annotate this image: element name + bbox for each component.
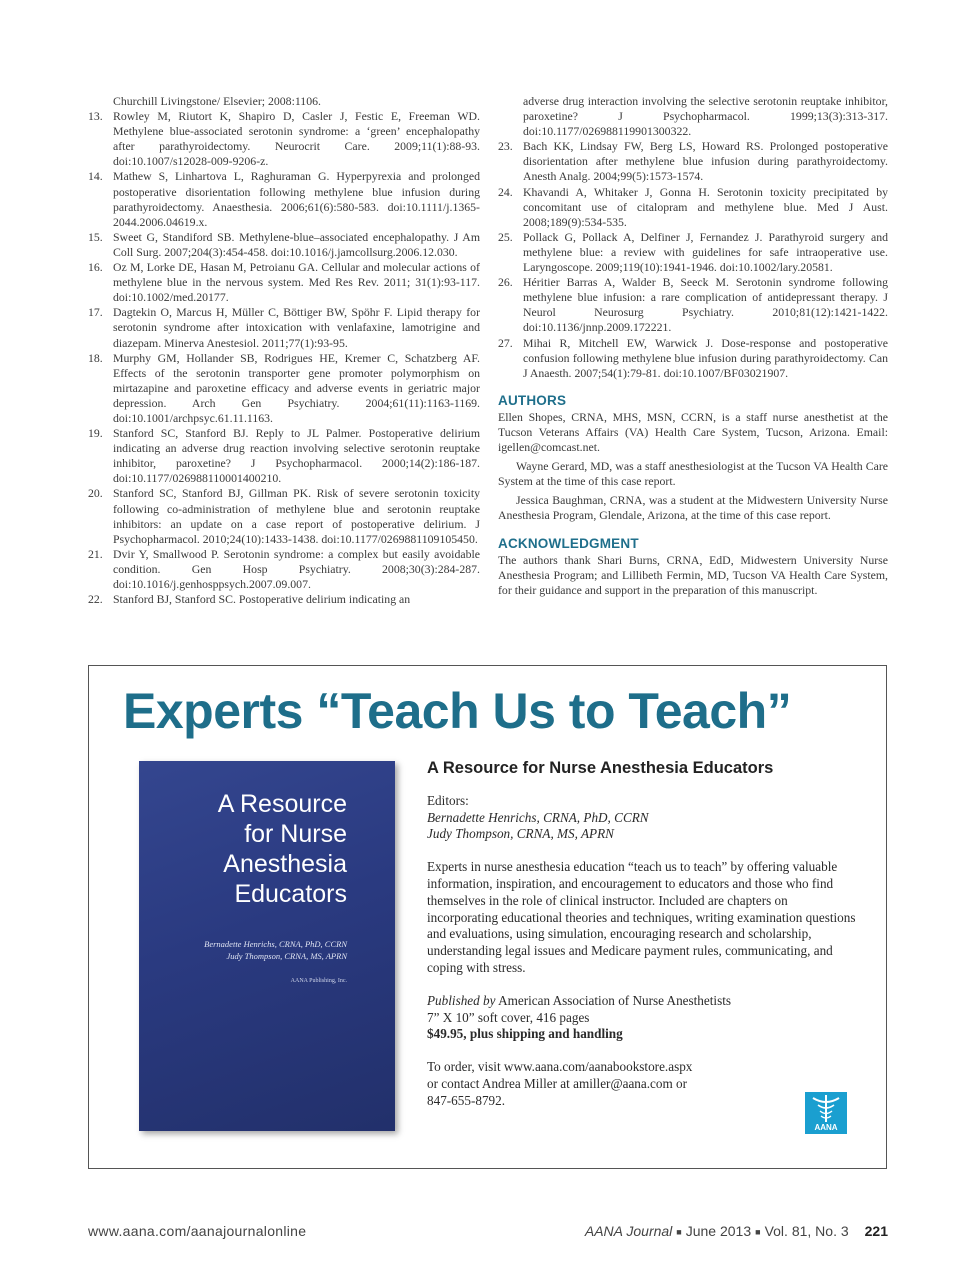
reference-continuation: Churchill Livingstone/ Elsevier; 2008:1106.: [113, 94, 321, 108]
footer-url: www.aana.com/aanajournalonline: [88, 1223, 307, 1239]
ad-headline: Experts “Teach Us to Teach”: [123, 683, 792, 739]
reference-number: 26.: [498, 275, 513, 290]
reference-text: Héritier Barras A, Walder B, Seeck M. Serotonin syndrome following methylene blue infusion: a rare complication of antidepressant therapy. J Neurol Neurosurg Psychiatry. 2010;81(12):1421-1422. doi:10.1136/jnnp.2009.172221.: [523, 275, 888, 335]
reference-item: [88, 547, 480, 592]
reference-text: Oz M, Lorke DE, Hasan M, Petroianu GA. Cellular and molecular actions of methylene blue in the nervous system. Med Res Rev. 2011; 31(1):93-117. doi:10.1002/med.20177.: [113, 260, 480, 305]
reference-item: [498, 230, 888, 275]
reference-number: 14.: [88, 169, 103, 184]
author-paragraph: Wayne Gerard, MD, was a staff anesthesiologist at the Tucson VA Health Care System at the time of this case report.: [498, 459, 888, 489]
footer-journal-name: AANA Journal: [584, 1223, 673, 1239]
reference-text: Sweet G, Standiford SB. Methylene-blue–associated encephalopathy. J Am Coll Surg. 2007;204(3):454-458. doi:10.1016/j.jamcollsurg.2006.12.030.: [113, 229, 480, 259]
footer-date: June 2013: [685, 1223, 752, 1239]
footer-volume: Vol. 81, No. 3: [764, 1223, 849, 1239]
book-cover-title: A Resource for Nurse Anesthesia Educators: [217, 790, 347, 908]
page-number: 221: [864, 1223, 888, 1239]
book-cover-authors: [204, 938, 347, 962]
book-advertisement: [88, 665, 887, 1169]
reference-number: 17.: [88, 305, 103, 320]
publisher-name: American Association of Nurse Anesthetists: [498, 992, 732, 1008]
order-info: [427, 1059, 857, 1109]
author-paragraph: Ellen Shopes, CRNA, MHS, MSN, CCRN, is a staff nurse anesthetist at the Tucson Veterans Affairs (VA) Health Care System, Tucson, Arizona. Email: igellen@comcast.net.: [498, 409, 888, 455]
aana-logo: [805, 1092, 847, 1134]
publication-details: [427, 993, 857, 1043]
reference-number: 22.: [88, 592, 103, 607]
order-line: or contact Andrea Miller at amiller@aana.com or: [427, 1075, 688, 1091]
reference-text: Khavandi A, Whitaker J, Gonna H. Serotonin toxicity precipitated by concomitant use of citalopram and methylene blue. Med J Aust. 2008;189(9):534-535.: [523, 184, 888, 229]
book-cover-publisher: AANA Publishing, Inc.: [290, 978, 347, 984]
reference-continuation: adverse drug interaction involving the selective serotonin reuptake inhibitor, paroxetine? J Psychopharmacol. 1999;13(3):313-317. doi:10.1177/026988119901300322.: [523, 94, 888, 139]
reference-text: Pollack G, Pollack A, Delfiner J, Fernandez J. Parathyroid surgery and methylene blue: a review with guidelines for safe intraoperative use. Laryngoscope. 2009;119(10):1941-1946. doi:10.1002/lary.20581.: [523, 229, 888, 275]
reference-item: [88, 305, 480, 350]
reference-item: [88, 426, 480, 486]
reference-text: Stanford BJ, Stanford SC. Postoperative delirium indicating an: [113, 592, 411, 607]
book-cover-image: [139, 761, 395, 1131]
reference-number: 13.: [88, 109, 103, 124]
reference-item: [498, 139, 888, 184]
logo-text: AANA: [814, 1123, 838, 1132]
book-cover-author: Judy Thompson, CRNA, MS, APRN: [226, 951, 347, 961]
reference-item: [88, 260, 480, 305]
reference-number: 23.: [498, 139, 513, 154]
references-left-column: [88, 94, 480, 607]
reference-text: Rowley M, Riutort K, Shapiro D, Casler J, Festic E, Freeman WD. Methylene blue-associated serotonin syndrome: a ‘green’ encephalopathy after parathyroidectomy. Neurocrit Care. 2009;11(1):88-93. doi:10.1007/s12028-009-9206-z.: [113, 109, 480, 169]
reference-number: 18.: [88, 350, 103, 365]
editors-label: Editors:: [427, 792, 469, 808]
reference-item: [88, 486, 480, 546]
reference-text: Murphy GM, Hollander SB, Rodrigues HE, Kremer C, Schatzberg AF. Effects of the serotonin transporter gene promoter polymorphism on mirtazapine and paroxetine efficacy and adverse events in geriatric major depression. Arch Gen Psychiatry. 2004;61(11):1163-1169. doi:10.1001/archpsyc.61.11.1163.: [113, 350, 480, 425]
order-line: 847-655-8792.: [427, 1092, 506, 1108]
reference-item: [498, 185, 888, 230]
reference-number: 19.: [88, 426, 103, 441]
authors-heading: AUTHORS: [498, 392, 567, 408]
reference-item: [88, 351, 480, 426]
reference-item: [88, 592, 480, 607]
reference-number: 24.: [498, 184, 513, 199]
reference-number: 16.: [88, 260, 103, 275]
footer-journal-info: [585, 1223, 888, 1239]
editor-name: Bernadette Henrichs, CRNA, PhD, CCRN: [427, 809, 649, 825]
reference-number: 27.: [498, 335, 513, 350]
caduceus-icon: [805, 1092, 847, 1124]
book-format: 7” X 10” soft cover, 416 pages: [427, 1009, 590, 1025]
reference-text: Dagtekin O, Marcus H, Müller C, Böttiger BW, Spöhr F. Lipid therapy for serotonin syndrome after intoxication with venlafaxine, lamotrigine and diazepam. Minerva Anestesiol. 2011;77(1):93-95.: [113, 305, 480, 350]
reference-item: [88, 230, 480, 260]
author-paragraph: Jessica Baughman, CRNA, was a student at the Midwestern University Nurse Anesthesia Program, Glendale, Arizona, at the time of this case report.: [498, 493, 888, 523]
reference-item: [498, 275, 888, 335]
reference-number: 21.: [88, 546, 103, 561]
reference-number: 25.: [498, 229, 513, 244]
reference-item: [498, 336, 888, 381]
editors-block: [427, 793, 857, 843]
acknowledgment-paragraph: The authors thank Shari Burns, CRNA, EdD, Midwestern University Nurse Anesthesia Program; and Lillibeth Fermin, MD, Tucson VA Health Care System, for their guidance and support in the preparation of this manuscript.: [498, 552, 888, 597]
reference-item: [88, 109, 480, 169]
ad-content: [427, 760, 857, 1110]
book-price: $49.95, plus shipping and handling: [427, 1026, 623, 1042]
reference-number: 15.: [88, 229, 103, 244]
reference-item: [88, 169, 480, 229]
reference-text: Stanford SC, Stanford BJ, Gillman PK. Risk of severe serotonin toxicity following co-administration of methylene blue and serotonin reuptake inhibitors: an update on a case report of postoperative delirium. J Psychopharmacol. 2010;24(10):1433-1438. doi:10.1177/0269881109105450.: [113, 486, 480, 546]
reference-text: Mihai R, Mitchell EW, Warwick J. Dose-response and postoperative confusion following methylene blue infusion during parathyroidectomy. Can J Anaesth. 2007;54(1):79-81. doi:10.1007/BF03021907.: [523, 335, 888, 380]
editor-name: Judy Thompson, CRNA, MS, APRN: [427, 826, 614, 842]
reference-text: Bach KK, Lindsay FW, Berg LS, Howard RS. Prolonged postoperative disorientation after methylene blue infusion during parathyroidectomy. Anesth Analg. 2004;99(5):1573-1574.: [523, 139, 888, 184]
reference-text: Stanford SC, Stanford BJ. Reply to JL Palmer. Postoperative delirium indicating an adverse drug reaction involving selective serotonin reuptake inhibitor, paroxetine? J Psychopharmacol. 2000;14(2):186-187. doi:10.1177/026988110001400210.: [113, 426, 480, 486]
ad-description: Experts in nurse anesthesia education “teach us to teach” by offering valuable information, inspiration, and encouragement to educators and those who find themselves in the role of clinical instructor. Included are chapters on incorporating educational theories and techniques, writing examination questions and evaluations, using simulation, encouraging research and scholarship, understanding legal issues and Medicare payment rules, communicating, and coping with stress.: [427, 859, 856, 975]
reference-text: Mathew S, Linhartova L, Raghuraman G. Hyperpyrexia and prolonged postoperative disorientation following methylene blue infusion during parathyroidectomy. Anaesthesia. 2006;61(6):580-583. doi:10.1111/j.1365-2044.2006.04619.x.: [113, 169, 480, 229]
square-bullet-icon: ■: [676, 1227, 682, 1237]
order-line: To order, visit www.aana.com/aanabookstore.aspx: [427, 1059, 693, 1075]
book-cover-author: Bernadette Henrichs, CRNA, PhD, CCRN: [204, 939, 347, 949]
reference-number: 20.: [88, 486, 103, 501]
published-by-label: Published by: [427, 992, 496, 1008]
ad-subtitle: A Resource for Nurse Anesthesia Educators: [427, 759, 774, 777]
acknowledgment-heading: ACKNOWLEDGMENT: [498, 535, 639, 551]
square-bullet-icon: ■: [755, 1227, 761, 1237]
references-right-column: [498, 94, 888, 602]
reference-text: Dvir Y, Smallwood P. Serotonin syndrome: a complex but easily avoidable condition. Gen Hosp Psychiatry. 2008;30(3):284-287. doi:10.1016/j.genhosppsych.2007.09.007.: [113, 546, 480, 591]
